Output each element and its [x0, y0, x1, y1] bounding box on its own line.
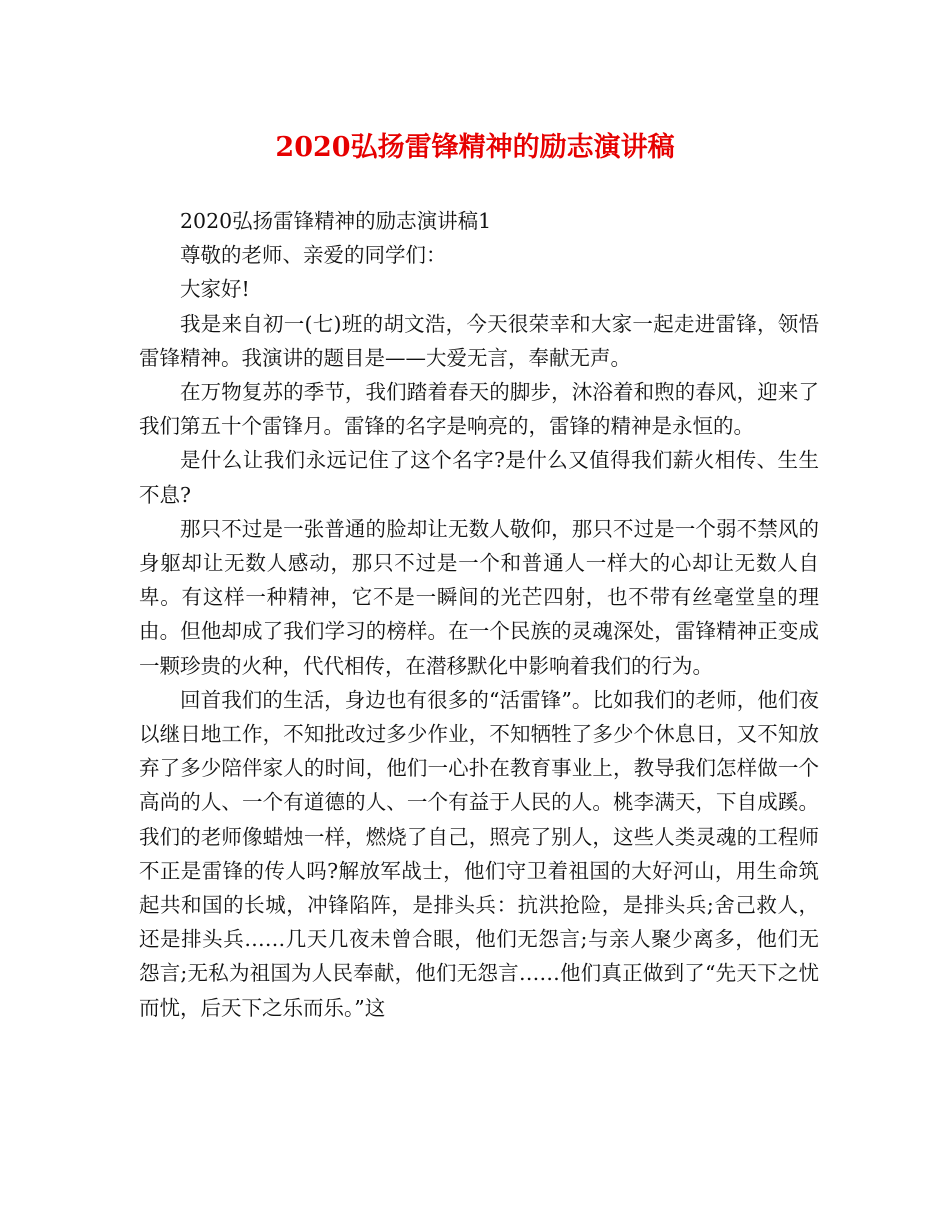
paragraph-spirit: 那只不过是一张普通的脸却让无数人敬仰，那只不过是一个弱不禁风的身躯却让无数人感动，那只不过是一个和普通人一样大的心却让无数人自卑。有这样一种精神，它不是一瞬间的光芒四射，也不带有丝毫堂皇的理由。但他却成了我们学习的榜样。在一个民族的灵魂深处，雷锋精神正变成一颗珍贵的火种，代代相传，在潜移默化中影响着我们的行为。 — [139, 516, 819, 678]
paragraph-question: 是什么让我们永远记住了这个名字?是什么又值得我们薪火相传、生生不息? — [139, 448, 819, 507]
paragraph-salutation: 尊敬的老师、亲爱的同学们： — [180, 243, 447, 268]
paragraph-subtitle: 2020弘扬雷锋精神的励志演讲稿1 — [180, 209, 492, 233]
paragraph-examples: 回首我们的生活，身边也有很多的“活雷锋”。比如我们的老师，他们夜以继日地工作，不知批改过多少作业，不知牺牲了多少个休息日，又不知放弃了多少陪伴家人的时间，他们一心扑在教育事业上，教导我们怎样做一个高尚的人、一个有道德的人、一个有益于人民的人。桃李满天，下自成蹊。我们的老师像蜡烛一样，燃烧了自己，照亮了别人，这些人类灵魂的工程师不正是雷锋的传人吗?解放军战士，他们守卫着祖国的大好河山，用生命筑起共和国的长城，冲锋陷阵，是排头兵：抗洪抢险，是排头兵;舍己救人，还是排头兵……几天几夜未曾合眼，他们无怨言;与亲人聚少离多，他们无怨言;无私为祖国为人民奉献，他们无怨言……他们真正做到了“先天下之忧而忧，后天下之乐而乐。”这 — [139, 687, 819, 1020]
document-body — [139, 204, 819, 1025]
paragraph-greeting: 大家好! — [180, 277, 250, 302]
paragraph-spring: 在万物复苏的季节，我们踏着春天的脚步，沐浴着和煦的春风，迎来了我们第五十个雷锋月。雷锋的名字是响亮的，雷锋的精神是永恒的。 — [139, 380, 819, 439]
document-title: 2020弘扬雷锋精神的励志演讲稿 — [275, 132, 675, 163]
paragraph-introduction: 我是来自初一(七)班的胡文浩，今天很荣幸和大家一起走进雷锋，领悟雷锋精神。我演讲的题目是——大爱无言，奉献无声。 — [139, 311, 819, 370]
